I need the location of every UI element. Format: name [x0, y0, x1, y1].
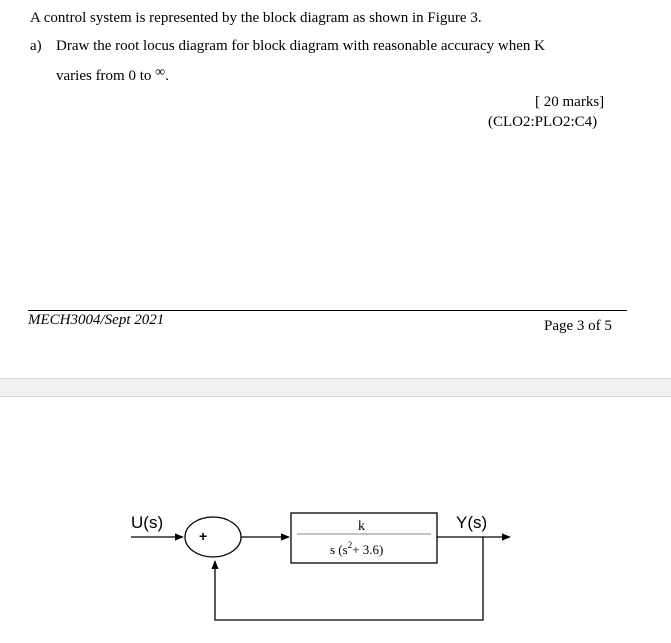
tf-numerator: k [358, 519, 365, 534]
sum-plus-sign: + [199, 528, 208, 544]
question-period: . [165, 68, 169, 84]
course-code: MECH3004/Sept 2021 [28, 312, 165, 328]
tf-denominator-exponent: 2 [347, 540, 353, 550]
input-label: U(s) [131, 513, 164, 532]
question-part-label: a) [30, 38, 42, 54]
tf-denominator-base: s (s [330, 542, 348, 557]
question-part-text-line1: Draw the root locus diagram for block diagram with reasonable accuracy when K [56, 38, 545, 54]
infinity-symbol: ∞ [155, 65, 166, 80]
question-part-text-line2-content: varies from 0 to [56, 68, 156, 84]
summing-junction [185, 517, 241, 557]
tf-denominator-rest: + 3.6) [352, 542, 384, 557]
output-label: Y(s) [456, 513, 488, 532]
clo-label: (CLO2:PLO2:C4) [488, 114, 598, 130]
marks-label: [ 20 marks] [535, 94, 605, 110]
page-number: Page 3 of 5 [544, 318, 612, 334]
question-intro: A control system is represented by the block diagram as shown in Figure 3. [30, 10, 482, 26]
tf-denominator [330, 540, 383, 557]
